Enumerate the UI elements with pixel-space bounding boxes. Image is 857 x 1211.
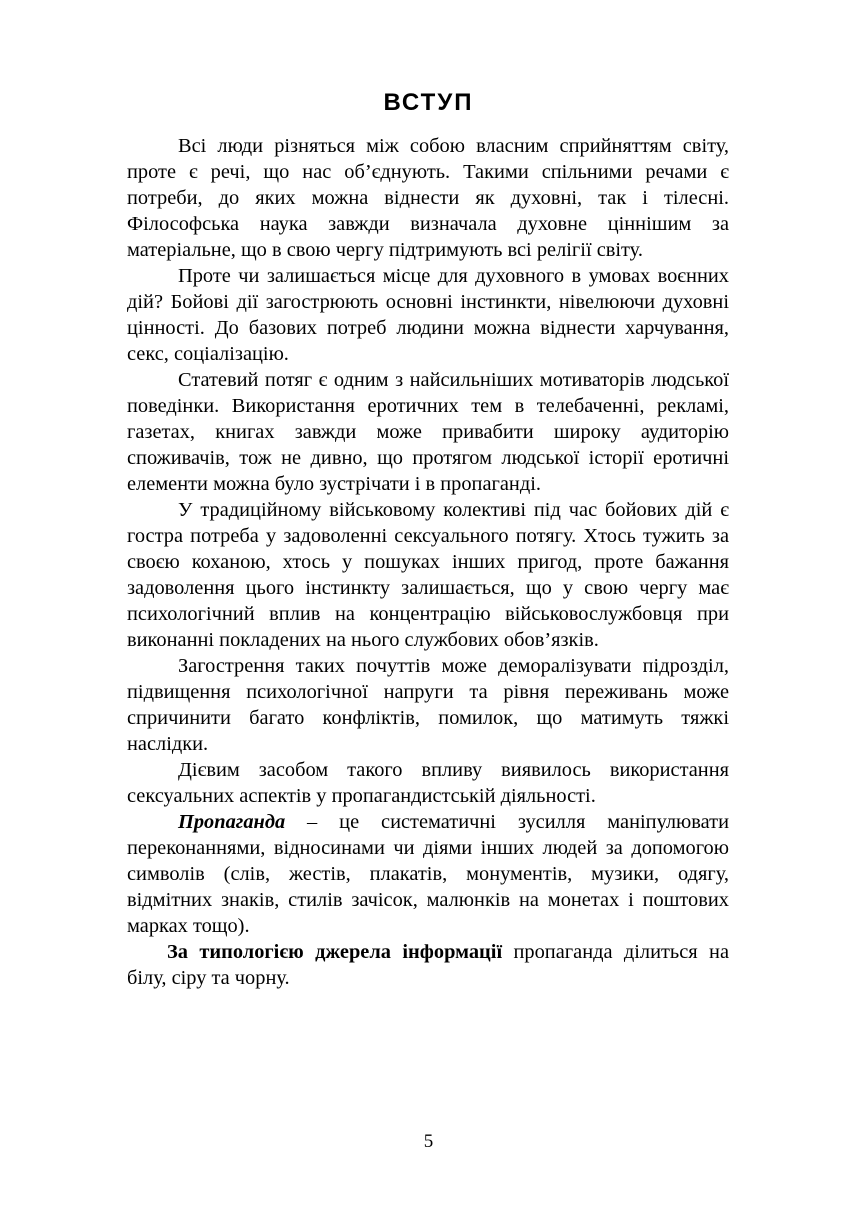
page-number: 5: [423, 1131, 434, 1152]
paragraph-4: У традиційному військовому колективі під час бойових дій є гостра потреба у задоволенні сексуального потягу. Хтось тужить за своєю коханою, хтось у пошуках інших пригод, проте бажання задоволення цього інстинкту залишається, що у свою чергу має психологічний вплив на концентрацію військовослужбовця при виконанні покладених на нього службових обов’язків.: [127, 499, 729, 651]
definition-term: Пропаганда: [178, 811, 286, 833]
paragraph-2: Проте чи залишається місце для духовного в умовах воєнних дій? Бойові дії загострюють основні інстинкти, нівелюючи духовні цінності. До базових потреб людини можна віднести харчування, секс, соціалізацію.: [127, 265, 729, 365]
page-title: ВСТУП: [383, 89, 474, 116]
closing-paragraph: [127, 939, 729, 991]
paragraph-5: Загострення таких почуттів може деморалізувати підрозділ, підвищення психологічної напруги та рівня переживань може спричинити багато конфліктів, помилок, що матимуть тяжкі наслідки.: [127, 655, 729, 755]
body-text: [127, 133, 729, 991]
paragraph-1: Всі люди різняться між собою власним сприйняттям світу, проте є речі, що нас об’єднують. Такими спільними речами є потреби, до яких можна віднести як духовні, так і тілесні. Філософська наука завжди визначала духовне ціннішим за матеріальне, що в свою чергу підтримують всі релігії світу.: [127, 135, 729, 261]
closing-text: пропаганда ділиться на білу, сіру та чорну.: [127, 941, 729, 989]
paragraph-3: Статевий потяг є одним з найсильніших мотиваторів людської поведінки. Використання еротичних тем в телебаченні, рекламі, газетах, книгах завжди може привабити широку аудиторію споживачів, тож не дивно, що протягом людської історії еротичні елементи можна було зустрічати і в пропаганді.: [127, 369, 729, 495]
definition-text: – це систематичні зусилля маніпулювати переконаннями, відносинами чи діями інших людей за допомогою символів (слів, жестів, плакатів, монументів, музики, одягу, відмітних знаків, стилів зачісок, малюнків на монетах і поштових марках тощо).: [127, 811, 729, 937]
definition-paragraph: [127, 809, 729, 939]
closing-bold: За типологією джерела інформації: [167, 941, 503, 963]
paragraph-6: Дієвим засобом такого впливу виявилось використання сексуальних аспектів у пропагандистській діяльності.: [127, 759, 729, 807]
